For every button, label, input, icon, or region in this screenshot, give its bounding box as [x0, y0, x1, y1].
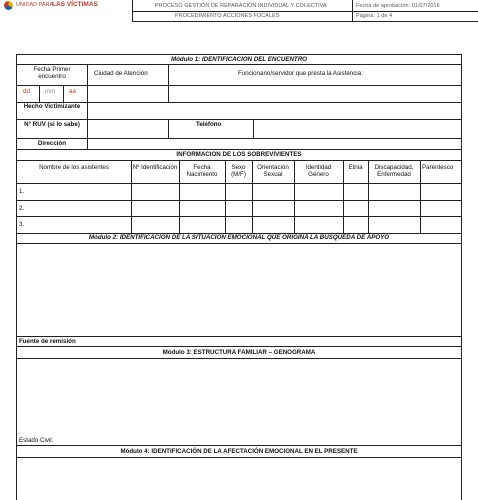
funcionario-label: Funcionario/servidor que presta la Asistencia: [238, 70, 363, 77]
table-row: 3. [19, 221, 25, 228]
date-month-field[interactable]: mm [45, 88, 56, 95]
telefono-label: Teléfono [196, 121, 222, 128]
page-header [0, 0, 478, 22]
table-row: 2. [19, 205, 25, 212]
date-day-field[interactable]: dd [23, 88, 30, 95]
sobrevivientes-title: INFORMACION DE LOS SOBREVIVIENTES [176, 151, 302, 158]
procedure-title: PROCEDIMIENTO ACCIONES FOCALES [175, 13, 280, 19]
ciudad-label: Ciudad de Atención [94, 70, 148, 77]
col-parentesco: Parentesco [422, 164, 454, 171]
col-fecha-nacimiento: Fecha Nacimiento [186, 164, 218, 178]
page-number: Página: 1 de 4 [356, 13, 393, 19]
col-etnia: Etnia [348, 164, 363, 171]
table-row: 1. [19, 188, 25, 195]
approval-date: Fecha de aprobación: 01/07/2016 [356, 3, 440, 9]
module4-title: Módulo 4: IDENTIFICACIÓN DE LA AFECTACIÓN EMOCIONAL EN EL PRESENTE [120, 448, 358, 455]
module2-textarea[interactable] [17, 244, 461, 336]
module4-textarea[interactable] [17, 458, 461, 500]
module3-title: Módulo 3: ESTRUCTURA FAMILIAR – GENOGRAMA [162, 349, 316, 356]
fecha-label: Fecha Primer encuentro [33, 66, 71, 80]
col-discapacidad: Discapacidad, Enfermedad [374, 164, 414, 178]
hecho-label: Hecho Victimizante [23, 103, 81, 110]
ruv-label: N° RUV (si lo sabe) [24, 121, 80, 128]
logo-text-prefix: UNIDAD PARA [16, 2, 54, 8]
col-orientacion: Orientación Sexual [257, 164, 289, 178]
logo-text-brand: LAS VÍCTIMAS [52, 1, 98, 8]
col-identificacion: Nº Identificación [132, 164, 178, 171]
module1-title: Módulo 1: IDENTIFICACION DEL ENCUENTRO [170, 56, 307, 63]
module2-title: Módulo 2: IDENTIFICACION DE LA SITUACION EMOCIONAL QUE ORIGINA LA BUSQUEDA DE APOYO [88, 234, 390, 241]
genograma-area[interactable] [17, 359, 461, 436]
date-year-field[interactable]: aa [69, 88, 76, 95]
direccion-label: Dirección [37, 140, 67, 147]
fuente-label: Fuente de remisión [19, 338, 76, 345]
logo [4, 0, 132, 12]
estado-civil-label: Estado Civil: [19, 437, 54, 444]
process-title: PROCESO GESTIÓN DE REPARACIÓN INDIVIDUAL Y COLECTIVA [155, 3, 327, 9]
logo-emblem-icon [4, 1, 13, 10]
col-identidad: Identidad Género [305, 164, 332, 178]
col-sexo: Sexo (M/F) [231, 164, 246, 178]
col-nombre: Nombre de los asistentes [39, 164, 109, 171]
